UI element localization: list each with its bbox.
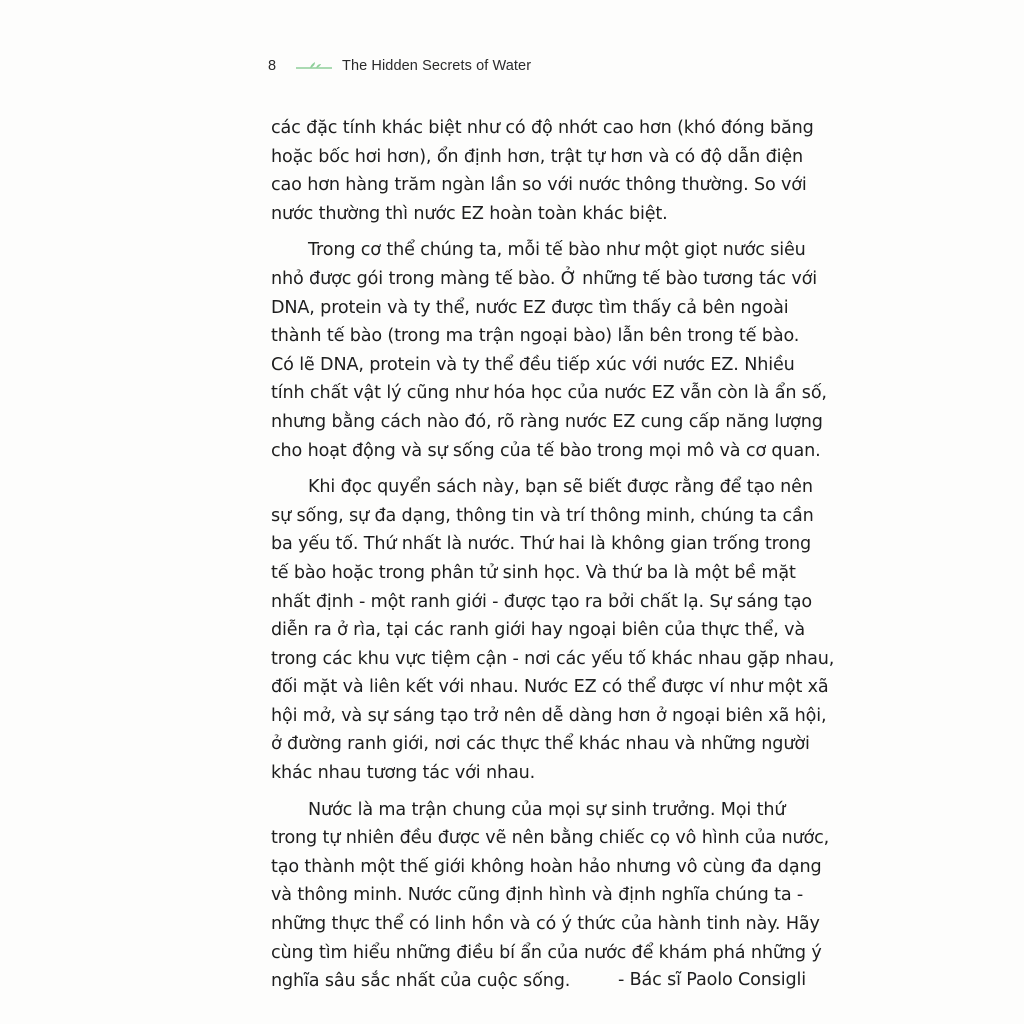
text-line: tạo thành một thế giới không hoàn hảo nhưng vô cùng đa dạng: [271, 856, 822, 877]
text-line: cho hoạt động và sự sống của tế bào trong mọi mô và cơ quan.: [271, 440, 821, 461]
text-line: cùng tìm hiểu những điều bí ẩn của nước để khám phá những ý: [271, 942, 822, 963]
author-signature: - Bác sĩ Paolo Consigli: [617, 970, 806, 990]
text-line: Nước là ma trận chung của mọi sự sinh trưởng. Mọi thứ: [308, 799, 786, 820]
paragraph: [271, 236, 827, 465]
leaf-ornament-icon: [296, 60, 332, 72]
paragraph: [271, 473, 835, 788]
text-line: nước thường thì nước EZ hoàn toàn khác biệt.: [271, 203, 668, 224]
text-line: và thông minh. Nước cũng định hình và định nghĩa chúng ta -: [271, 885, 804, 906]
text-line: nhất định - một ranh giới - được tạo ra bởi chất lạ. Sự sáng tạo: [271, 591, 812, 612]
paragraph-gap: [271, 465, 811, 473]
running-header: [268, 54, 531, 78]
text-line: sự sống, sự đa dạng, thông tin và trí thông minh, chúng ta cần: [271, 505, 814, 526]
body-text: [271, 114, 835, 996]
text-line: ở đường ranh giới, nơi các thực thể khác nhau và những người: [271, 734, 810, 755]
text-line: Khi đọc quyển sách này, bạn sẽ biết được rằng để tạo nên: [308, 477, 813, 498]
text-line: tế bào hoặc trong phân tử sinh học. Và thứ ba là một bề mặt: [271, 562, 796, 583]
paragraph: [271, 114, 814, 228]
text-line: diễn ra ở rìa, tại các ranh giới hay ngoại biên của thực thể, và: [271, 620, 805, 641]
paragraph-gap: [271, 788, 811, 796]
text-line: trong tự nhiên đều được vẽ nên bằng chiếc cọ vô hình của nước,: [271, 828, 830, 849]
page-number: 8: [268, 58, 277, 74]
text-line: đối mặt và liên kết với nhau. Nước EZ có thể được ví như một xã: [271, 677, 829, 698]
text-line: tính chất vật lý cũng như hóa học của nước EZ vẫn còn là ẩn số,: [271, 383, 827, 404]
text-line: các đặc tính khác biệt như có độ nhớt cao hơn (khó đóng băng: [271, 118, 814, 138]
text-line: những thực thể có linh hồn và có ý thức của hành tinh này. Hãy: [271, 914, 820, 935]
text-line: nhỏ được gói trong màng tế bào. Ở những tế bào tương tác với: [271, 268, 817, 289]
text-line: ba yếu tố. Thứ nhất là nước. Thứ hai là không gian trống trong: [271, 534, 812, 555]
text-line: Trong cơ thể chúng ta, mỗi tế bào như một giọt nước siêu: [308, 240, 806, 261]
book-title: The Hidden Secrets of Water: [342, 58, 532, 74]
paragraph-gap: [271, 228, 811, 236]
text-line: Có lẽ DNA, protein và ty thể đều tiếp xúc với nước EZ. Nhiều: [271, 354, 795, 375]
text-line: thành tế bào (trong ma trận ngoại bào) lẫn bên trong tế bào.: [271, 326, 800, 347]
text-line: trong các khu vực tiệm cận - nơi các yếu tố khác nhau gặp nhau,: [271, 648, 835, 669]
text-line: hoặc bốc hơi hơn), ổn định hơn, trật tự hơn và có độ dẫn điện: [271, 146, 803, 167]
text-line: DNA, protein và ty thể, nước EZ được tìm thấy cả bên ngoài: [271, 297, 789, 318]
text-line: nghĩa sâu sắc nhất của cuộc sống.: [271, 971, 571, 992]
text-line: khác nhau tương tác với nhau.: [271, 763, 536, 784]
text-line: cao hơn hàng trăm ngàn lần so với nước thông thường. So với: [271, 175, 807, 196]
text-line: nhưng bằng cách nào đó, rõ ràng nước EZ cung cấp năng lượng: [271, 411, 823, 432]
text-line: hội mở, và sự sáng tạo trở nên dễ dàng hơn ở ngoại biên xã hội,: [271, 705, 827, 726]
